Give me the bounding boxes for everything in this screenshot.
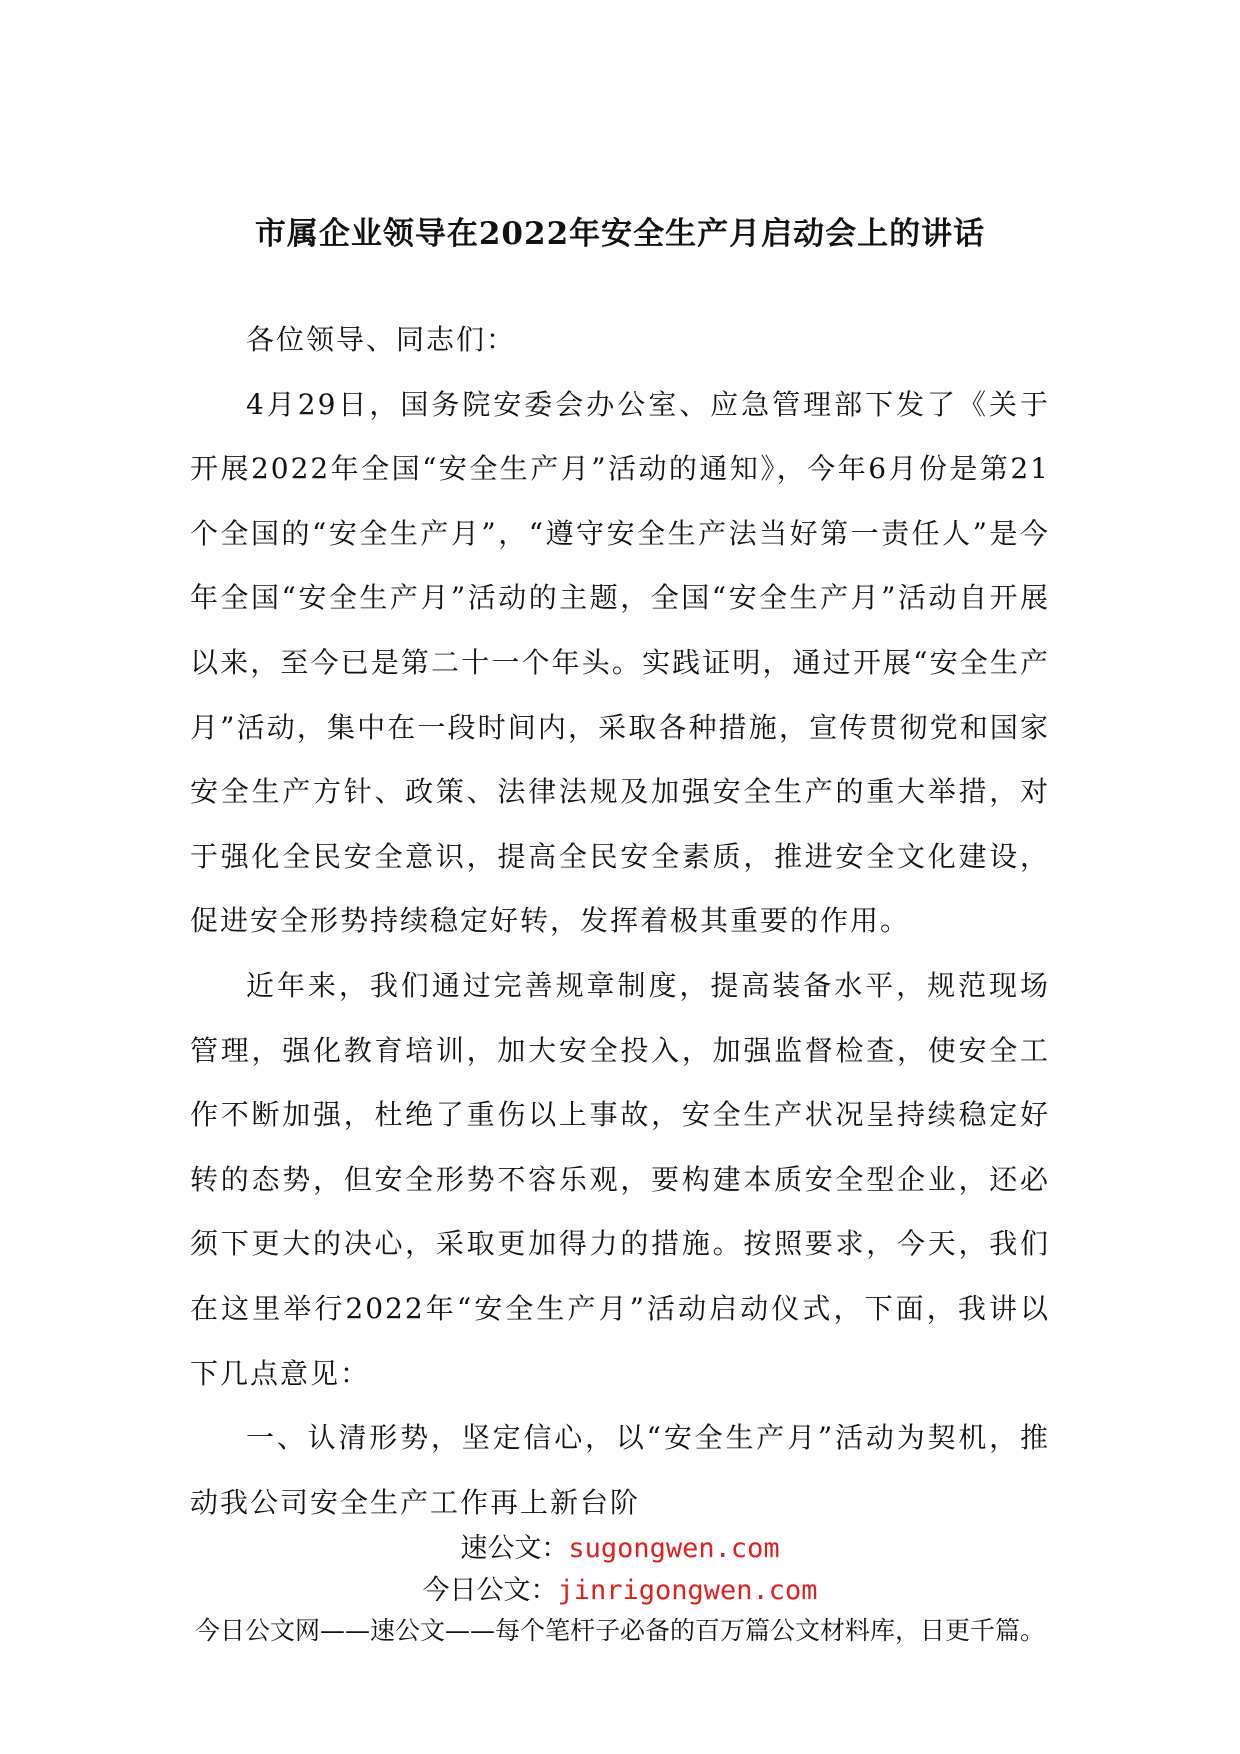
footer-label: 今日公文： (422, 1575, 558, 1606)
document-title: 市属企业领导在2022年安全生产月启动会上的讲话 (254, 216, 986, 252)
footer-line-jinrigongwen (140, 1570, 1100, 1612)
footer-url-link[interactable]: sugongwen.com (568, 1533, 780, 1564)
watermark-footer (140, 1528, 1100, 1650)
section-heading-paragraph: 一、认清形势，坚定信心，以“安全生产月”活动为契机，推动我公司安全生产工作再上新台阶 (190, 1421, 1050, 1519)
footer-url-link[interactable]: jinrigongwen.com (557, 1575, 818, 1606)
document-body (190, 308, 1050, 1535)
body-paragraph: 4月29日，国务院安委会办公室、应急管理部下发了《关于开展2022年全国“安全生产月”活动的通知》，今年6月份是第21个全国的“安全生产月”，“遵守安全生产法当好第一责任人”是今年全国“安全生产月”活动的主题，全国“安全生产月”活动自开展以来，至今已是第二十一个年头。实践证明，通过开展“安全生产月”活动，集中在一段时间内，采取各种措施，宣传贯彻党和国家安全生产方针、政策、法律法规及加强安全生产的重大举措，对于强化全民安全意识，提高全民安全素质，推进安全文化建设，促进安全形势持续稳定好转，发挥着极其重要的作用。 (190, 387, 1050, 938)
body-paragraph: 近年来，我们通过完善规章制度，提高装备水平，规范现场管理，强化教育培训，加大安全投入，加强监督检查，使安全工作不断加强，杜绝了重伤以上事故，安全生产状况呈持续稳定好转的态势，但安全形势不容乐观，要构建本质安全型企业，还必须下更大的决心，采取更加得力的措施。按照要求，今天，我们在这里举行2022年“安全生产月”活动启动仪式，下面，我讲以下几点意见： (190, 968, 1050, 1390)
footer-label: 速公文： (460, 1533, 569, 1564)
footer-line-sugongwen (140, 1528, 1100, 1570)
salutation-paragraph: 各位领导、同志们： (246, 323, 517, 356)
footer-tagline: 今日公文网——速公文——每个笔杆子必备的百万篇公文材料库，日更千篇。 (194, 1616, 1045, 1645)
